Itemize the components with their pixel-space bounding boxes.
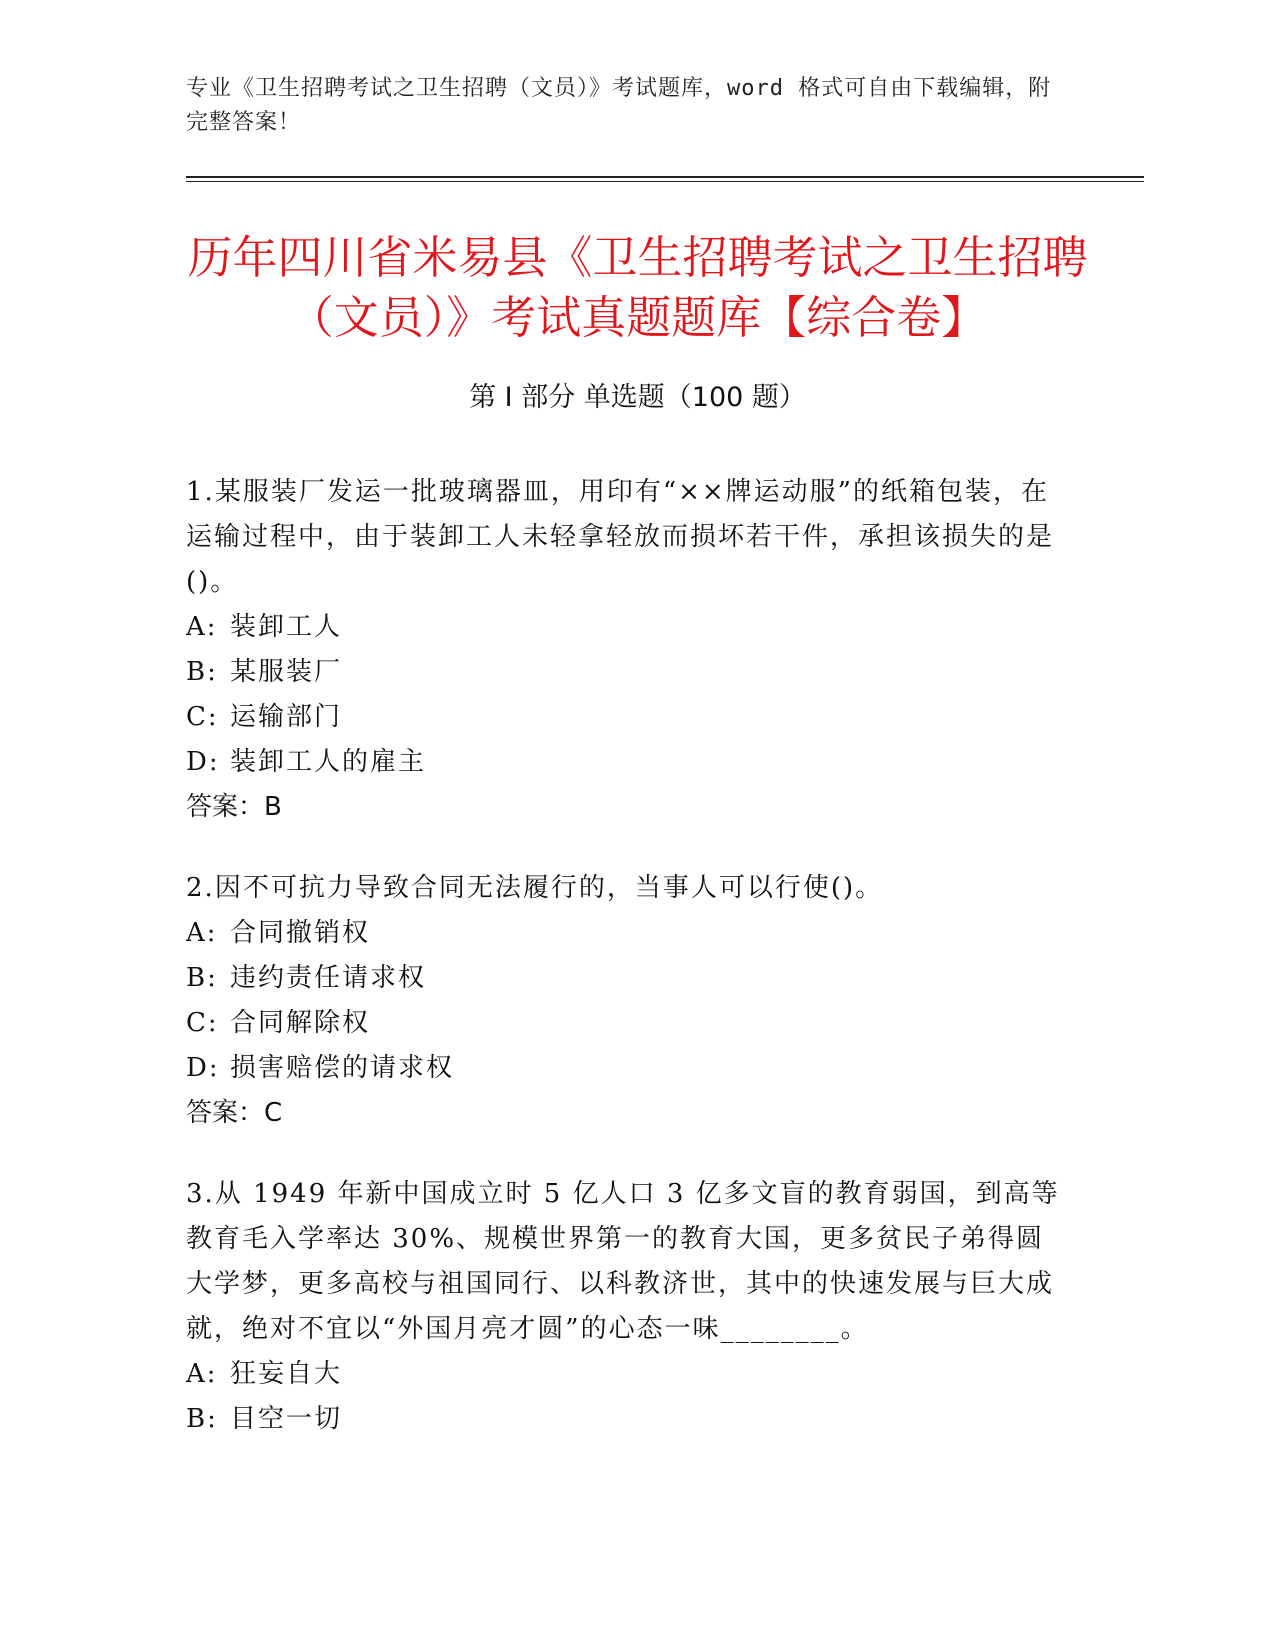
option-a bbox=[186, 605, 1066, 650]
option-text: 狂妄自大 bbox=[230, 1359, 343, 1389]
header-divider bbox=[186, 176, 1144, 178]
option-letter: B: bbox=[186, 963, 218, 993]
option-d bbox=[186, 740, 1066, 785]
question-text bbox=[186, 866, 1066, 911]
option-letter: A: bbox=[186, 1359, 218, 1389]
question-number: 3. bbox=[186, 1179, 215, 1209]
option-letter: C: bbox=[186, 1008, 219, 1038]
option-text: 违约责任请求权 bbox=[230, 963, 427, 993]
option-a bbox=[186, 911, 1066, 956]
option-b bbox=[186, 956, 1066, 1001]
question-text bbox=[186, 1172, 1066, 1352]
option-letter: A: bbox=[186, 612, 218, 642]
question-body: 因不可抗力导致合同无法履行的，当事人可以行使()。 bbox=[214, 873, 884, 903]
option-letter: D: bbox=[186, 747, 220, 777]
question-1 bbox=[186, 470, 1066, 830]
option-letter: B: bbox=[186, 657, 218, 687]
option-text: 合同解除权 bbox=[230, 1008, 371, 1038]
option-c bbox=[186, 695, 1066, 740]
option-text: 装卸工人的雇主 bbox=[230, 747, 427, 777]
option-text: 损害赔偿的请求权 bbox=[230, 1053, 455, 1083]
header-note: 专业《卫生招聘考试之卫生招聘（文员）》考试题库，word 格式可自由下载编辑，附完整答案！ bbox=[186, 76, 1052, 135]
option-text: 合同撤销权 bbox=[230, 918, 371, 948]
question-number: 2. bbox=[186, 873, 215, 903]
question-body: 从 1949 年新中国成立时 5 亿人口 3 亿多文盲的教育弱国，到高等教育毛入学率达 30%、规模世界第一的教育大国，更多贫民子弟得圆大学梦，更多高校与祖国同行、以科教济世，其中的快速发展与巨大成就，绝对不宜以“外国月亮才圆”的心态一味________。 bbox=[186, 1179, 1060, 1344]
answer: 答案：C bbox=[186, 1098, 283, 1128]
option-c bbox=[186, 1001, 1066, 1046]
option-text: 目空一切 bbox=[230, 1404, 343, 1434]
question-number: 1. bbox=[186, 477, 215, 507]
header-divider-thin bbox=[186, 181, 1144, 182]
option-letter: A: bbox=[186, 918, 218, 948]
option-letter: D: bbox=[186, 1053, 220, 1083]
question-body: 某服装厂发运一批玻璃器皿，用印有“××牌运动服”的纸箱包装，在运输过程中，由于装卸工人未轻拿轻放而损坏若干件，承担该损失的是()。 bbox=[186, 477, 1055, 597]
option-d bbox=[186, 1046, 1066, 1091]
question-text bbox=[186, 470, 1066, 605]
option-text: 运输部门 bbox=[230, 702, 343, 732]
option-b bbox=[186, 1397, 1066, 1442]
option-letter: C: bbox=[186, 702, 219, 732]
option-text: 装卸工人 bbox=[230, 612, 343, 642]
option-a bbox=[186, 1352, 1066, 1397]
option-b bbox=[186, 650, 1066, 695]
option-letter: B: bbox=[186, 1404, 218, 1434]
question-2 bbox=[186, 866, 1066, 1136]
answer: 答案：B bbox=[186, 792, 282, 822]
option-text: 某服装厂 bbox=[230, 657, 343, 687]
question-3 bbox=[186, 1172, 1066, 1442]
question-list bbox=[186, 470, 1066, 1478]
section-heading: 第 I 部分 单选题（100 题） bbox=[469, 382, 806, 413]
document-title: 历年四川省米易县《卫生招聘考试之卫生招聘（文员）》考试真题题库【综合卷】 bbox=[187, 231, 1088, 344]
